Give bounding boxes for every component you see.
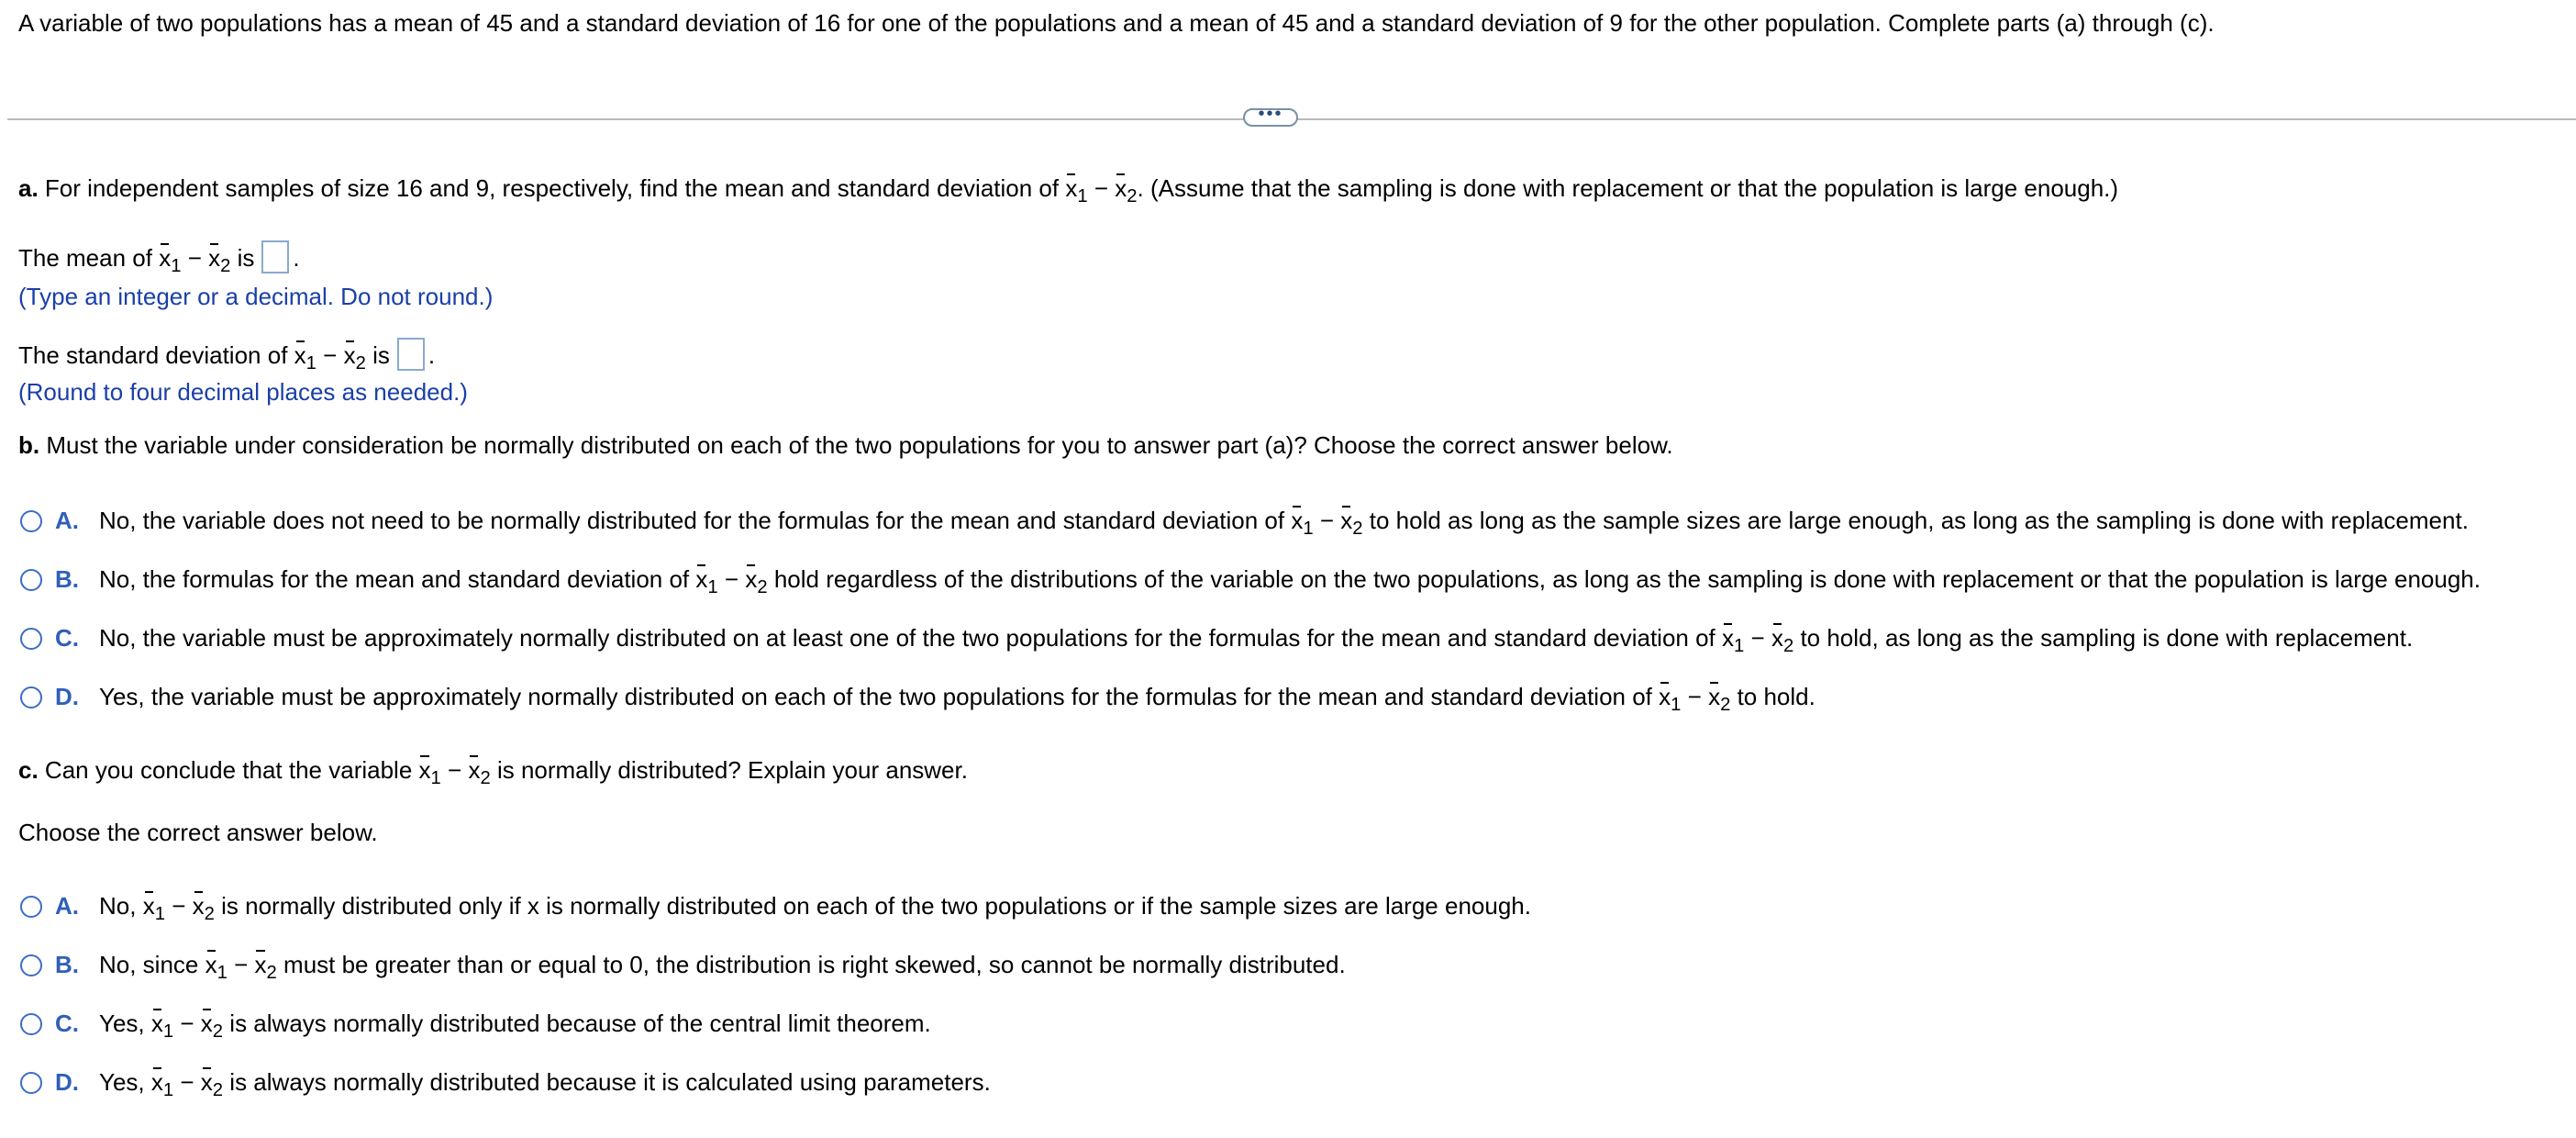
math-expression: $x_1 - x_2$: [150, 1068, 224, 1101]
x-bar-1: x: [150, 1010, 163, 1037]
problem-statement: A variable of two populations has a mean of 45 and a standard deviation of 16 for one of the populations and a mean of 45 and a standard deviation of 9 for the other population. Complete parts (a) through (c).: [18, 9, 2215, 37]
x-bar-2: x: [468, 756, 481, 784]
math-expression: $x_1 - x_2$: [1065, 174, 1138, 207]
radio-button[interactable]: [20, 628, 42, 650]
math-expression: $x_1 - x_2$: [695, 565, 768, 598]
x-bar-2: x: [200, 1068, 213, 1096]
sd-hint: (Round to four decimal places as needed.): [18, 378, 468, 406]
math-expression: $x_1 - x_2$: [1291, 507, 1363, 540]
x-bar-1: x: [418, 756, 431, 784]
math-expression: $x_1 - x_2$: [159, 244, 231, 277]
part-a-question: a. For independent samples of size 16 and 9, respectively, find the mean and standard deviation of $x_1 - x_2$. (Assume that the sampling is done with replacement or that the population is large enough.): [18, 174, 2119, 207]
math-expression: $x_1 - x_2$: [294, 341, 366, 374]
radio-button[interactable]: [20, 510, 42, 532]
radio-button[interactable]: [20, 1013, 42, 1035]
radio-button[interactable]: [20, 1072, 42, 1094]
x-bar-2: x: [1708, 683, 1721, 710]
math-expression: $x_1 - x_2$: [142, 892, 215, 925]
part-b-option-d[interactable]: D. Yes, the variable must be approximately normally distributed on each of the two populations for the formulas for the mean and standard deviation of $x_1 - x_2$ to hold.: [20, 683, 1815, 711]
part-c-option-a[interactable]: A. No, $x_1 - x_2$ is normally distributed only if x is normally distributed on each of the two populations or if the sample sizes are large enough.: [20, 892, 1531, 920]
x-bar-2: x: [200, 1010, 213, 1037]
math-expression: $x_1 - x_2$: [1722, 624, 1794, 657]
x-bar-2: x: [1340, 507, 1353, 534]
x-bar-2: x: [745, 565, 758, 593]
part-c-option-d[interactable]: D. Yes, $x_1 - x_2$ is always normally distributed because it is calculated using parameters.: [20, 1068, 991, 1097]
part-b-question: b. Must the variable under consideration be normally distributed on each of the two populations for you to answer part (a)? Choose the correct answer below.: [18, 431, 1673, 459]
x-bar-2: x: [208, 244, 221, 272]
x-bar-2: x: [192, 892, 205, 920]
x-bar-1: x: [695, 565, 708, 593]
part-c-option-c[interactable]: C. Yes, $x_1 - x_2$ is always normally distributed because of the central limit theorem.: [20, 1010, 931, 1038]
math-expression: $x_1 - x_2$: [1659, 683, 1731, 716]
radio-button[interactable]: [20, 569, 42, 591]
part-c-option-b[interactable]: B. No, since $x_1 - x_2$ must be greater than or equal to 0, the distribution is right skewed, so cannot be normally distributed.: [20, 951, 1346, 979]
x-bar-1: x: [294, 341, 306, 369]
part-b-label: b.: [18, 431, 40, 459]
x-bar-2: x: [343, 341, 356, 369]
x-bar-1: x: [1065, 174, 1078, 202]
x-bar-1: x: [205, 951, 217, 978]
mean-hint: (Type an integer or a decimal. Do not round.): [18, 283, 494, 310]
x-bar-1: x: [1659, 683, 1671, 710]
math-expression: $x_1 - x_2$: [150, 1010, 224, 1043]
mean-prompt: The mean of $x_1 - x_2$ is .: [18, 240, 300, 273]
part-c-question: c. Can you conclude that the variable $x_1 - x_2$ is normally distributed? Explain your answer.: [18, 756, 968, 789]
x-bar-1: x: [1291, 507, 1304, 534]
radio-button[interactable]: [20, 896, 42, 918]
x-bar-1: x: [150, 1068, 163, 1096]
part-b-option-c[interactable]: C. No, the variable must be approximately normally distributed on at least one of the two populations for the formulas for the mean and standard deviation of $x_1 - x_2$ to hold, as long as the sampling is done with replacement.: [20, 624, 2413, 653]
sd-prompt: The standard deviation of $x_1 - x_2$ is .: [18, 338, 435, 371]
part-c-instruction: Choose the correct answer below.: [18, 819, 378, 846]
radio-button[interactable]: [20, 954, 42, 976]
math-expression: $x_1 - x_2$: [205, 951, 277, 984]
part-b-option-a[interactable]: A. No, the variable does not need to be normally distributed for the formulas for the mean and standard deviation of $x_1 - x_2$ to hold as long as the sample sizes are large enough, as long as the sampling is done with replacement.: [20, 507, 2469, 535]
mean-answer-input[interactable]: [261, 240, 289, 273]
x-bar-1: x: [159, 244, 172, 272]
part-c-label: c.: [18, 756, 39, 784]
part-a-label: a.: [18, 174, 39, 202]
part-b-option-b[interactable]: B. No, the formulas for the mean and standard deviation of $x_1 - x_2$ hold regardless of the distributions of the variable on the two populations, as long as the sampling is done with replacement or that the population is large enough.: [20, 565, 2481, 594]
radio-button[interactable]: [20, 686, 42, 708]
sd-answer-input[interactable]: [397, 338, 425, 371]
x-bar-2: x: [254, 951, 267, 978]
expand-button[interactable]: •••: [1243, 108, 1298, 127]
x-bar-1: x: [1722, 624, 1735, 652]
x-bar-1: x: [142, 892, 155, 920]
x-bar-2: x: [1115, 174, 1127, 202]
math-expression: $x_1 - x_2$: [418, 756, 491, 789]
x-bar-2: x: [1771, 624, 1783, 652]
